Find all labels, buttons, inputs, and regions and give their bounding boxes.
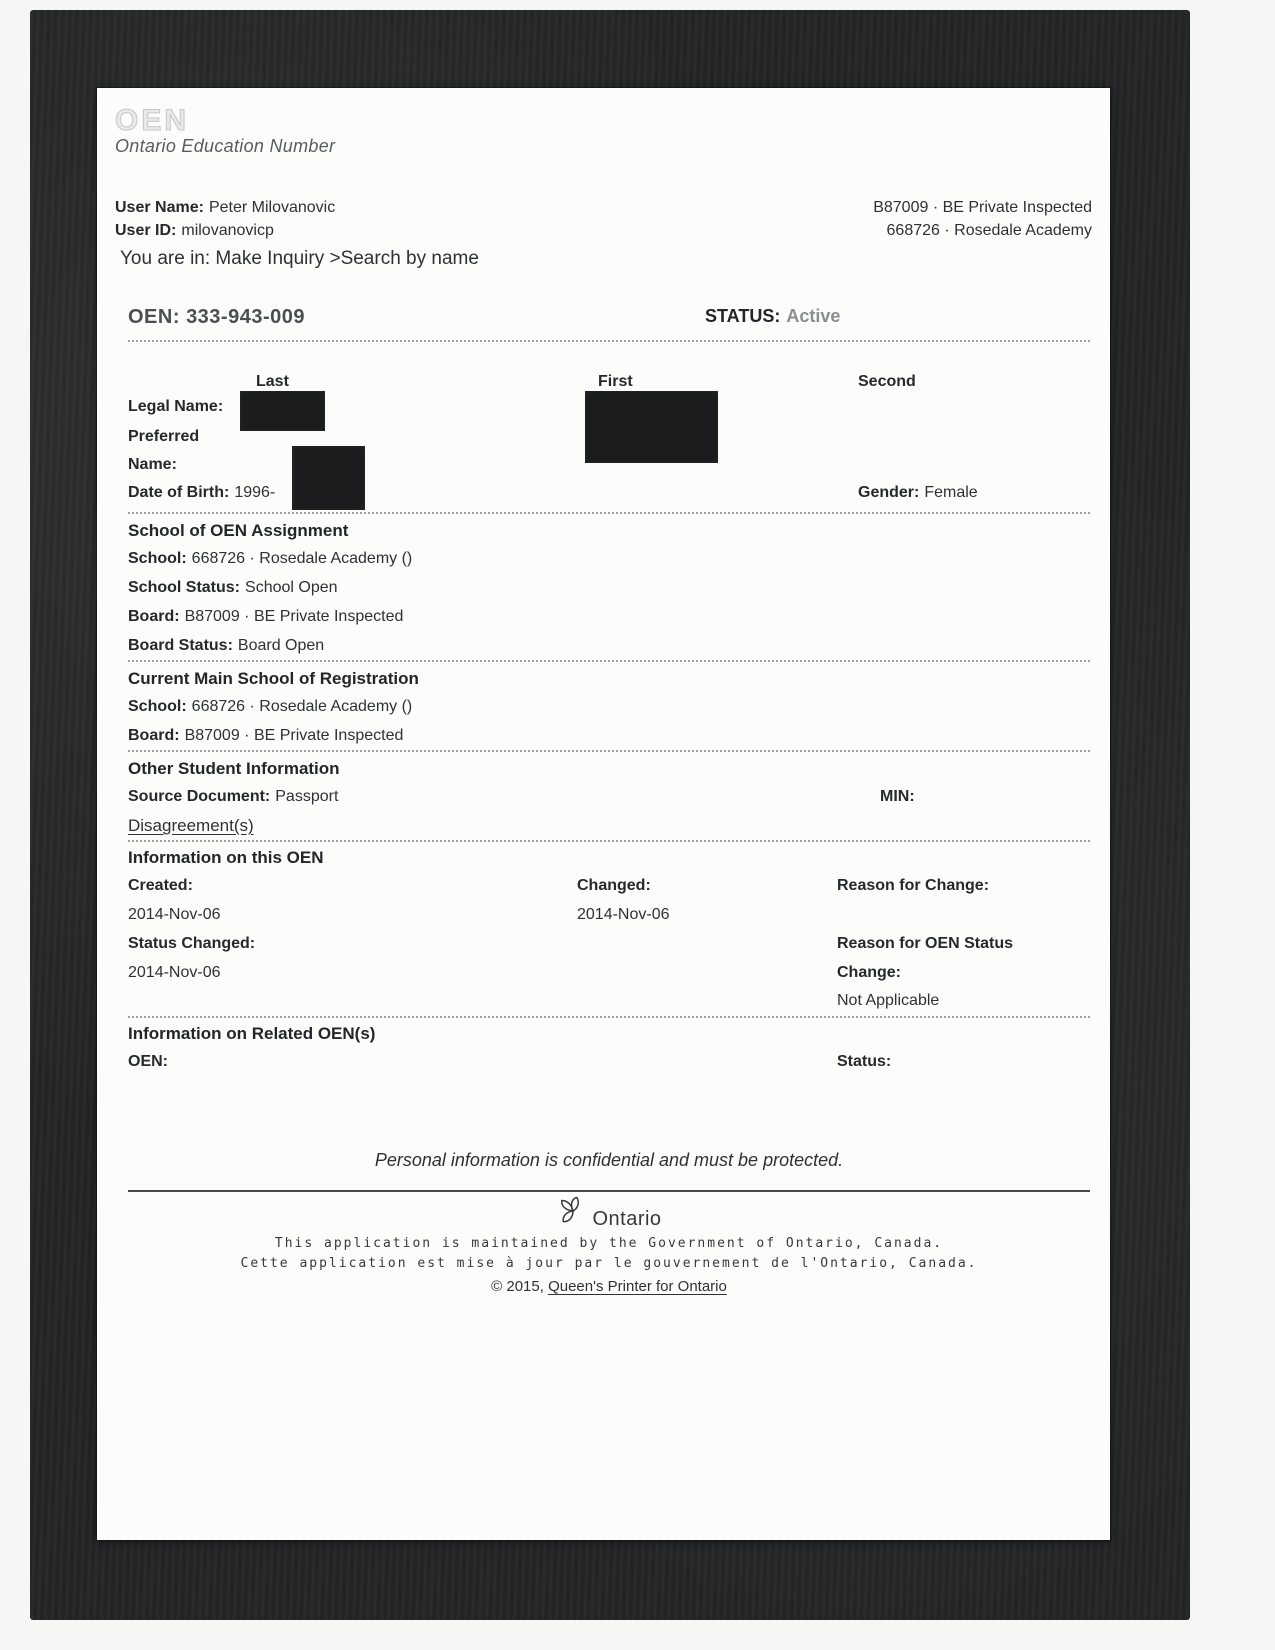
- copyright-line: [128, 1278, 1090, 1295]
- gender-label: Gender:: [858, 484, 920, 501]
- school-row: School: 668726 · Rosedale Academy (): [128, 698, 413, 715]
- confidential-note: Personal information is confidential and must be protected.: [374, 1150, 844, 1170]
- preferred-name-label-line2: Name:: [128, 456, 177, 473]
- school-status-row: School Status: School Open: [128, 579, 338, 596]
- status-label: STATUS:: [705, 306, 781, 326]
- footer-line-fr: Cette application est mise à jour par le gouvernement de l'Ontario, Canada.: [240, 1256, 978, 1271]
- redaction-box-preferred-dob: [292, 446, 365, 510]
- changed-value: 2014-Nov-06: [577, 906, 670, 923]
- status-changed-label: Status Changed:: [128, 935, 256, 952]
- section-heading-current-registration: Current Main School of Registration: [128, 669, 419, 688]
- oen-tagline: Ontario Education Number: [115, 136, 336, 156]
- date-of-birth-line: [128, 484, 275, 502]
- board-row: Board: B87009 · BE Private Inspected: [128, 608, 404, 625]
- breadcrumb: You are in: Make Inquiry >Search by name: [120, 248, 479, 269]
- section-divider: [128, 1016, 1090, 1018]
- min-label: MIN:: [880, 788, 915, 805]
- section-divider: [128, 340, 1090, 342]
- user-id-label: User ID:: [115, 222, 177, 239]
- created-label: Created:: [128, 877, 193, 894]
- section-heading-info-oen: Information on this OEN: [128, 848, 324, 867]
- related-oen-label: OEN:: [128, 1053, 168, 1070]
- preferred-name-label-line1: Preferred: [128, 428, 200, 445]
- gender-value: Female: [924, 484, 978, 501]
- section-divider: [128, 840, 1090, 842]
- ontario-brand: [128, 1196, 1090, 1231]
- related-status-label: Status:: [837, 1053, 892, 1070]
- oen-number: [128, 306, 305, 328]
- header-user-block: [115, 196, 335, 242]
- ontario-wordmark: Ontario: [592, 1208, 662, 1230]
- school-ref: 668726 · Rosedale Academy: [886, 222, 1092, 239]
- school-row: School: 668726 · Rosedale Academy (): [128, 550, 413, 567]
- queens-printer-link[interactable]: Queen's Printer for Ontario: [548, 1278, 727, 1295]
- user-name-label: User Name:: [115, 199, 204, 216]
- column-header-last: Last: [256, 373, 289, 390]
- disagreements-link[interactable]: Disagreement(s): [128, 816, 254, 835]
- board-row: Board: B87009 · BE Private Inspected: [128, 727, 404, 744]
- status-changed-value: 2014-Nov-06: [128, 964, 221, 981]
- section-heading-related-oen: Information on Related OEN(s): [128, 1024, 376, 1043]
- reason-for-change-label: Reason for Change:: [837, 877, 990, 894]
- column-header-second: Second: [858, 373, 916, 390]
- oen-summary-bar: [128, 306, 1090, 332]
- reason-oen-status-value: Not Applicable: [837, 992, 940, 1009]
- date-of-birth-value: 1996-: [234, 484, 276, 501]
- date-of-birth-label: Date of Birth:: [128, 484, 230, 501]
- section-divider: [128, 512, 1090, 514]
- source-document-row: Source Document: Passport: [128, 788, 339, 805]
- reason-oen-status-label-line2: Change:: [837, 964, 901, 981]
- board-ref: B87009 · BE Private Inspected: [873, 199, 1092, 216]
- oen-ghost-logo: OEN: [115, 104, 190, 137]
- redaction-box-legal-first: [585, 391, 718, 463]
- created-value: 2014-Nov-06: [128, 906, 221, 923]
- column-header-first: First: [598, 373, 633, 390]
- oen-value: 333-943-009: [186, 306, 305, 328]
- status-group: [705, 306, 840, 327]
- oen-label: OEN:: [128, 306, 180, 328]
- header-org-block: [873, 196, 1092, 242]
- user-name-line: [115, 196, 335, 219]
- board-status-row: Board Status: Board Open: [128, 637, 325, 654]
- section-heading-school-assignment: School of OEN Assignment: [128, 521, 349, 540]
- changed-label: Changed:: [577, 877, 651, 894]
- document-page: [97, 88, 1110, 1540]
- reason-oen-status-label-line1: Reason for OEN Status: [837, 935, 1014, 952]
- section-divider: [128, 660, 1090, 662]
- user-id-value: milovanovicp: [181, 222, 274, 239]
- user-id-line: [115, 219, 335, 242]
- copyright-prefix: © 2015,: [491, 1278, 544, 1295]
- redaction-box-legal-last: [240, 391, 325, 431]
- section-heading-other-info: Other Student Information: [128, 759, 340, 778]
- status-badge: Active: [786, 306, 841, 326]
- footer-divider: [128, 1190, 1090, 1192]
- legal-name-label: Legal Name:: [128, 398, 224, 415]
- footer-line-en: This application is maintained by the Government of Ontario, Canada.: [274, 1236, 944, 1251]
- user-name-value: Peter Milovanovic: [208, 199, 336, 216]
- ontario-trillium-icon: [556, 1196, 590, 1231]
- gender-line: [858, 484, 978, 502]
- section-divider: [128, 750, 1090, 752]
